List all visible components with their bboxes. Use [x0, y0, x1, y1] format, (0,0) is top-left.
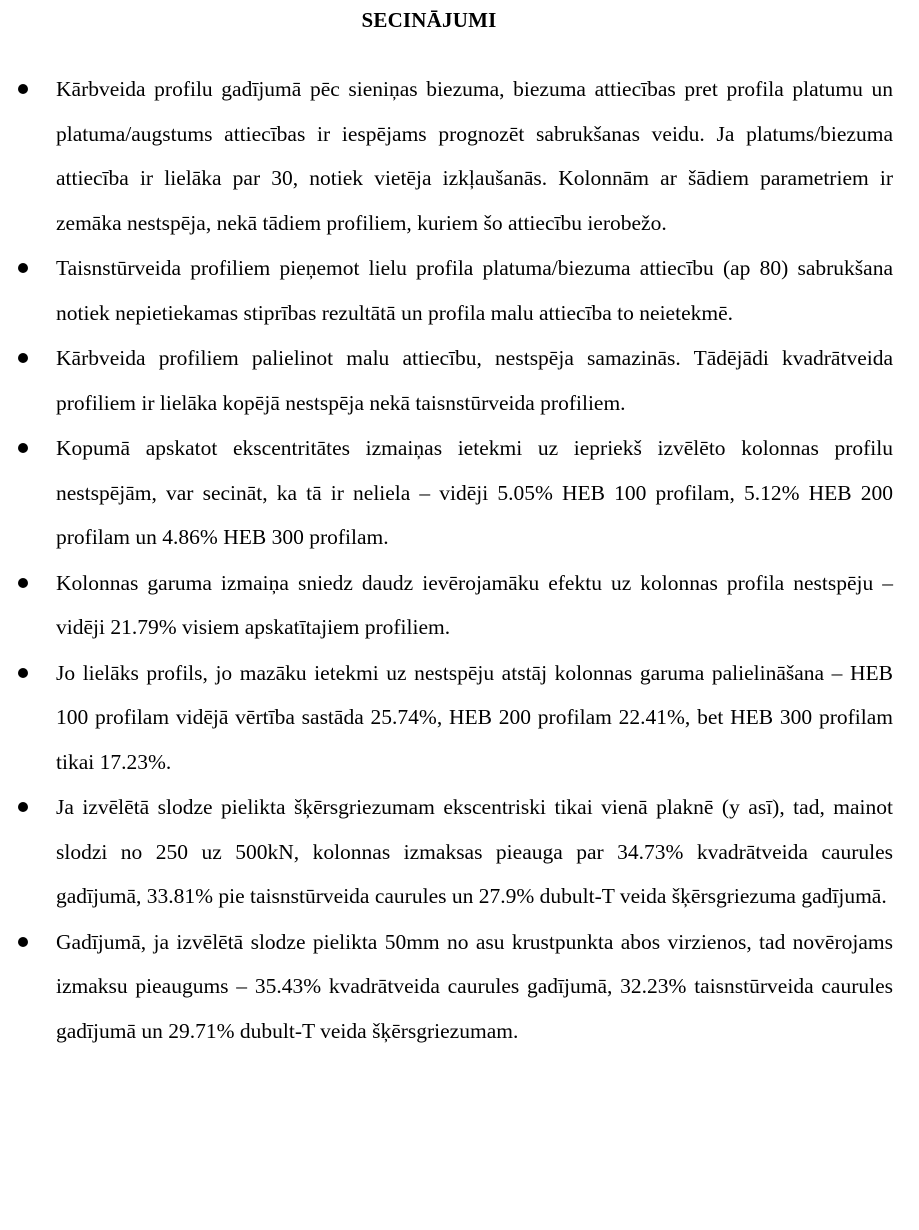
- page-title: SECINĀJUMI: [361, 8, 497, 32]
- list-item: [0, 561, 919, 650]
- list-item: [0, 785, 919, 919]
- list-item-text: Kopumā apskatot ekscentritātes izmaiņas ietekmi uz iepriekš izvēlēto kolonnas profilu nestspējām, var secināt, ka tā ir neliela – vidēji 5.05% HEB 100 profilam, 5.12% HEB 200 profilam un 4.86% HEB 300 profilam.: [56, 436, 893, 549]
- list-item-text: Ja izvēlētā slodze pielikta šķērsgriezumam ekscentriski tikai vienā plaknē (y asī), tad, mainot slodzi no 250 uz 500kN, kolonnas izmaksas pieauga par 34.73% kvadrātveida caurules gadījumā, 33.81% pie taisnstūrveida caurules un 27.9% dubult-T veida šķērsgriezuma gadījumā.: [56, 795, 893, 908]
- list-item: [0, 336, 919, 425]
- list-item-text: Kārbveida profiliem palielinot malu attiecību, nestspēja samazinās. Tādējādi kvadrātveida profiliem ir lielāka kopējā nestspēja nekā taisnstūrveida profiliem.: [56, 346, 893, 415]
- bullet-icon: [18, 668, 28, 678]
- bullet-icon: [18, 353, 28, 363]
- list-item-text: Kārbveida profilu gadījumā pēc sieniņas biezuma, biezuma attiecības pret profila platumu un platuma/augstums attiecības ir iespējams prognozēt sabrukšanas veidu. Ja platums/biezuma attiecība ir lielāka par 30, notiek vietēja izkļaušanās. Kolonnām ar šādiem parametriem ir zemāka nestspēja, nekā tādiem profiliem, kuriem šo attiecību ierobežo.: [56, 77, 893, 235]
- list-item: [0, 246, 919, 335]
- list-item-text: Jo lielāks profils, jo mazāku ietekmi uz nestspēju atstāj kolonnas garuma palielināšana – HEB 100 profilam vidējā vērtība sastāda 25.74%, HEB 200 profilam 22.41%, bet HEB 300 profilam tikai 17.23%.: [56, 660, 893, 774]
- list-item-text: Kolonnas garuma izmaiņa sniedz daudz ievērojamāku efektu uz kolonnas profila nestspēju – vidēji 21.79% visiem apskatītajiem profiliem.: [56, 570, 893, 639]
- list-item: [0, 651, 919, 785]
- list-item-text: Gadījumā, ja izvēlētā slodze pielikta 50mm no asu krustpunkta abos virzienos, tad novērojams izmaksu pieaugums – 35.43% kvadrātveida caurules gadījumā, 32.23% taisnstūrveida caurules gadījumā un 29.71% dubult-T veida šķērsgriezumam.: [56, 929, 893, 1043]
- bullet-icon: [18, 443, 28, 453]
- list-item-text: Taisnstūrveida profiliem pieņemot lielu profila platuma/biezuma attiecību (ap 80) sabrukšana notiek nepietiekamas stiprības rezultātā un profila malu attiecība to neietekmē.: [56, 256, 893, 325]
- list-item: [0, 67, 919, 245]
- list-item: [0, 920, 919, 1054]
- bullet-icon: [18, 263, 28, 273]
- bullet-icon: [18, 937, 28, 947]
- bullet-icon: [18, 802, 28, 812]
- bullet-icon: [18, 578, 28, 588]
- conclusions-list: [0, 67, 919, 1053]
- bullet-icon: [18, 84, 28, 94]
- list-item: [0, 426, 919, 560]
